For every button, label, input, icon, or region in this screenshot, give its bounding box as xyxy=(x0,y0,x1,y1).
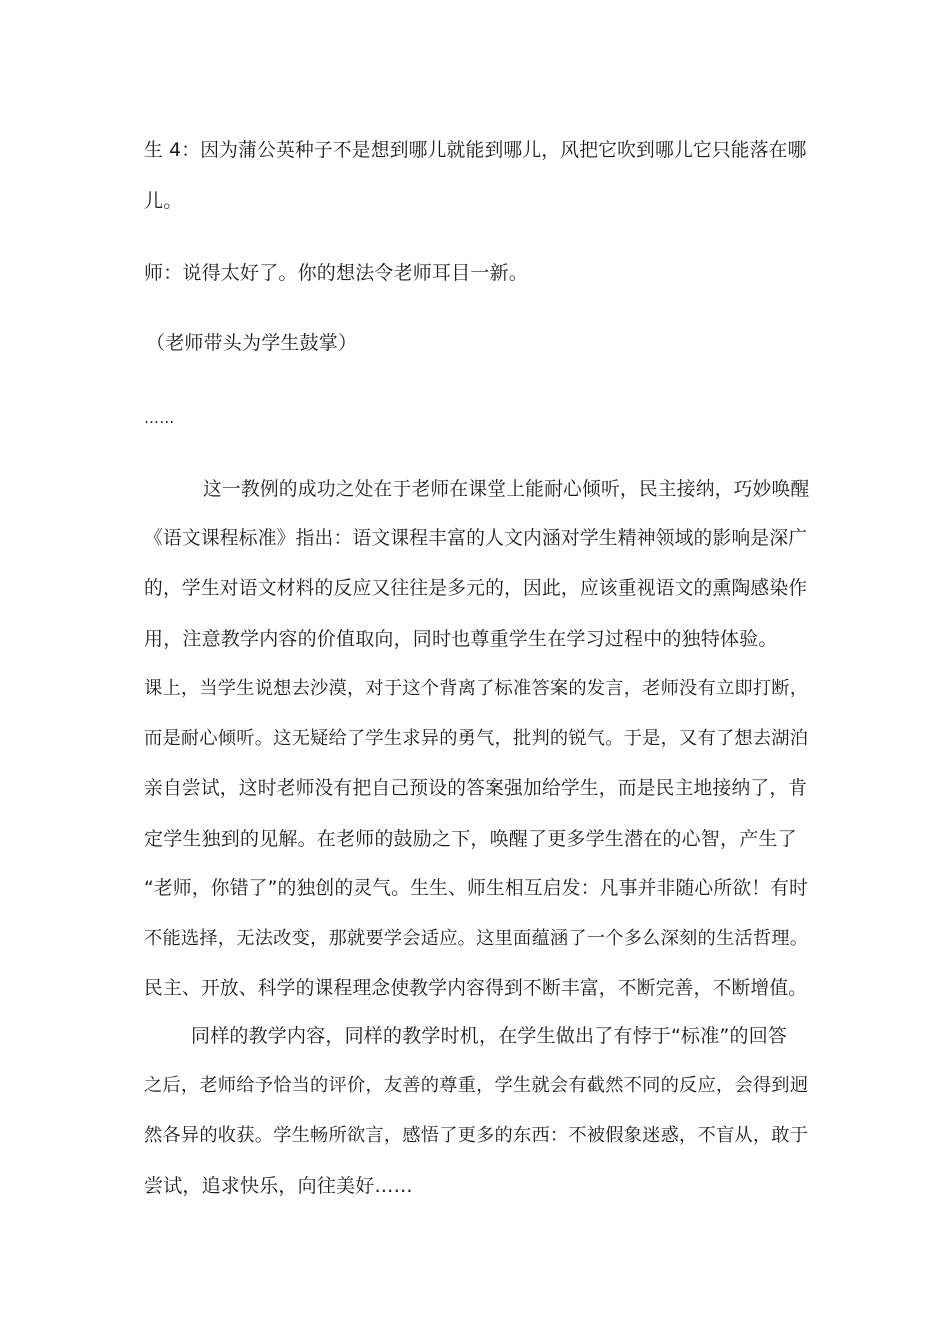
text-line: 定学生独到的见解。在老师的鼓励之下，唤醒了更多学生潜在的心智，产生了 xyxy=(144,828,797,850)
text-line: 亲自尝试，这时老师没有把自己预设的答案强加给学生，而是民主地接纳了，肯 xyxy=(144,778,808,799)
text-line: 生 4：因为蒲公英种子不是想到哪儿就能到哪儿，风把它吹到哪儿它只能落在哪 xyxy=(144,140,807,161)
text-line: 然各异的收获。学生畅所欲言，感悟了更多的东西：不被假象迷惑，不盲从，敢于 xyxy=(144,1125,809,1146)
text-line: …… xyxy=(144,409,175,427)
text-line: 师：说得太好了。你的想法令老师耳目一新。 xyxy=(144,262,529,284)
text-line: 的，学生对语文材料的反应又往往是多元的，因此，应该重视语文的熏陶感染作 xyxy=(144,578,808,599)
text-line: （老师带头为学生鼓掌） xyxy=(146,332,358,354)
text-line: 而是耐心倾听。这无疑给了学生求异的勇气，批判的锐气。于是，又有了想去湖泊 xyxy=(144,728,809,749)
text-line: “老师，你错了”的独创的灵气。生生、师生相互启发：凡事并非随心所欲！有时 xyxy=(144,878,809,899)
text-line: 不能选择，无法改变，那就要学会适应。这里面蕴涵了一个多么深刻的生活哲理。 xyxy=(144,928,809,949)
text-line: 这一教例的成功之处在于老师在课堂上能耐心倾听，民主接纳，巧妙唤醒 xyxy=(203,479,810,500)
text-line: 之后，老师给予恰当的评价，友善的尊重，学生就会有截然不同的反应，会得到迥 xyxy=(144,1075,809,1096)
text-line: 儿。 xyxy=(144,190,183,212)
text-line: 民主、开放、科学的课程理念使教学内容得到不断丰富，不断完善，不断增值。 xyxy=(144,978,808,999)
text-line: 《语文课程标准》指出：语文课程丰富的人文内涵对学生精神领域的影响是深广 xyxy=(144,528,808,549)
text-line: 同样的教学内容，同样的教学时机，在学生做出了有悖于“标准”的回答 xyxy=(191,1025,788,1047)
text-line: 尝试，追求快乐，向往美好…… xyxy=(144,1175,413,1197)
text-line: 课上，当学生说想去沙漠，对于这个背离了标准答案的发言，老师没有立即打断， xyxy=(144,678,809,699)
text-line: 用，注意教学内容的价值取向，同时也尊重学生在学习过程中的独特体验。 xyxy=(144,628,778,650)
